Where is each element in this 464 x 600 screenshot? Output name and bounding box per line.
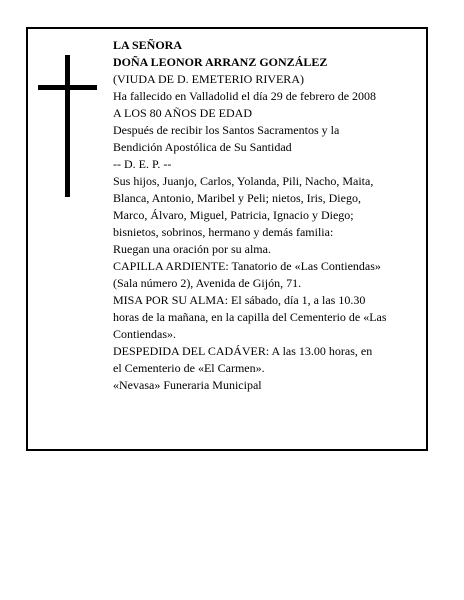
mass-line: horas de la mañana, en la capilla del Cementerio de «Las [113, 310, 387, 324]
sacraments-line-1: Después de recibir los Santos Sacramentos y la [113, 123, 340, 137]
farewell-line: DESPEDIDA DEL CADÁVER: A las 13.00 horas, en [113, 344, 373, 358]
deceased-name: DOÑA LEONOR ARRANZ GONZÁLEZ [113, 55, 328, 69]
obituary-text [113, 37, 431, 394]
mass-line: MISA POR SU ALMA: El sábado, día 1, a las 10.30 [113, 293, 366, 307]
prayer-request: Ruegan una oración por su alma. [113, 242, 271, 256]
family-line: Blanca, Antonio, Maribel y Peli; nietos, Iris, Diego, [113, 191, 361, 205]
chapel-line: CAPILLA ARDIENTE: Tanatorio de «Las Contiendas» [113, 259, 381, 273]
death-statement: Ha fallecido en Valladolid el día 29 de febrero de 2008 [113, 89, 377, 103]
funeral-home: «Nevasa» Funeraria Municipal [113, 378, 262, 392]
rip: -- D. E. P. -- [113, 157, 172, 171]
mass-line: Contiendas». [113, 327, 176, 341]
cross-horizontal-bar [38, 85, 97, 90]
farewell-line: el Cementerio de «El Carmen». [113, 361, 265, 375]
widow-of: (VIUDA DE D. EMETERIO RIVERA) [113, 72, 304, 86]
family-line: bisnietos, sobrinos, hermano y demás familia: [113, 225, 334, 239]
title: LA SEÑORA [113, 38, 183, 52]
chapel-line: (Sala número 2), Avenida de Gijón, 71. [113, 276, 302, 290]
family-line: Sus hijos, Juanjo, Carlos, Yolanda, Pili, Nacho, Maita, [113, 174, 374, 188]
age: A LOS 80 AÑOS DE EDAD [113, 106, 253, 120]
family-line: Marco, Álvaro, Miguel, Patricia, Ignacio y Diego; [113, 208, 354, 222]
sacraments-line-2: Bendición Apostólica de Su Santidad [113, 140, 292, 154]
cross-vertical-bar [65, 55, 70, 197]
